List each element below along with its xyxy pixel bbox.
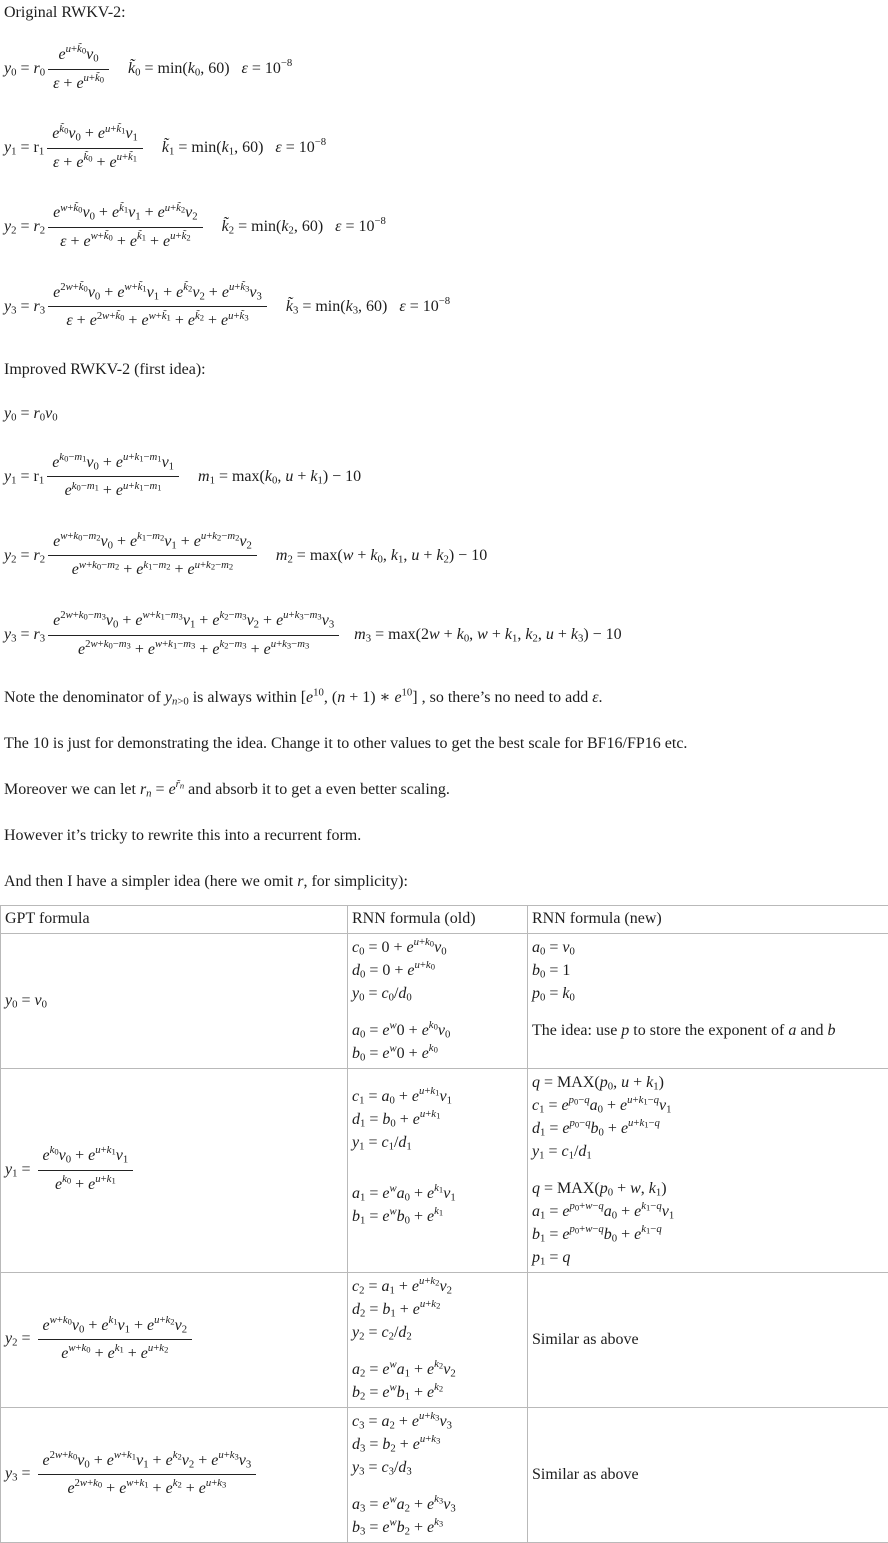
cell-rnn-old-y3: $c_3 = a_2 + e^{u+k_3}v_3$ $d_3 = b_2 + e^{u+k_3}$ $y_3 = c_3/d_3$ $a_3 = e^wa_2 + e^{k_3}v_3$ $b_3 = e^wb_2 + e^{k_3}$ bbox=[348, 1408, 528, 1543]
note-simpler-idea: And then I have a simpler idea (here we omit r, for simplicity): bbox=[4, 872, 888, 892]
column-header-rnn-formula-new: RNN formula (new) bbox=[528, 906, 888, 934]
cell-rnn-new-y0: $a_0 = v_0$ $b_0 = 1$ $p_0 = k_0$ The idea: use p to store the exponent of a and b bbox=[528, 934, 888, 1069]
section-title-original: Original RWKV-2: bbox=[4, 3, 888, 23]
cell-rnn-old-y2: $c_2 = a_1 + e^{u+k_2}v_2$ $d_2 = b_1 + e^{u+k_2}$ $y_2 = c_2/d_2$ $a_2 = e^wa_1 + e^{k_2}v_2$ $b_2 = e^wb_1 + e^{k_2}$ bbox=[348, 1273, 528, 1408]
formula-original-y3: $y_3 = r_3$ $\frac{e^{2w+k̃_0}v_0 + e^{w+k̃_1}v_1 + e^{k̃_2}v_2 + e^{u+k̃_3}v_3}{\varepsilon + e^{2w+k̃_0} + e^{w+k̃_1} + e^{k̃_2} + e^{u+k̃_3}}$ $k̃_3 = \min(k_3$, 60) $\varepsilon = 10^{-8}$ bbox=[4, 281, 888, 333]
formula-improved-y0: $y_0 = r_0v_0$ bbox=[4, 404, 888, 425]
cell-rnn-new-y1: $q = MAX(p_0$, $u + k_1$) $c_1 = e^{p_0-q}a_0 + e^{u+k_1-q}v_1$ $d_1 = e^{p_0-q}b_0 + e^{u+k_1-q}$ $y_1 = c_1/d_1$ $q = MAX(p_0 + w$, $k_1$) $a_1 = e^{p_0+w-q}a_0 + e^{k_1-q}v_1$ $b_1 = e^{p_0+w-q}b_0 + e^{k_1-q}$ $p_1 = q$ bbox=[528, 1069, 888, 1273]
formula-improved-y1: $y_1 = r_1$ $\frac{e^{k_0-m_1}v_0 + e^{u+k_1-m_1}v_1}{e^{k_0-m_1} + e^{u+k_1-m_1}}$ $m_1 = \max(k_0$, $u + k_1) - 10$ bbox=[4, 451, 888, 503]
table-header-row bbox=[1, 906, 888, 934]
cell-gpt-y0: $y_0 = v_0$ bbox=[1, 934, 348, 1069]
table-row-y0 bbox=[1, 934, 888, 1069]
table-row-y1 bbox=[1, 1069, 888, 1273]
formula-improved-y3: $y_3 = r_3$ $\frac{e^{2w+k_0-m_3}v_0 + e^{w+k_1-m_3}v_1 + e^{k_2-m_3}v_2 + e^{u+k_3-m_3}v_3}{e^{2w+k_0-m_3} + e^{w+k_1-m_3} + e^{k_2-m_3} + e^{u+k_3-m_3}}$ $m_3 = \max(2w + k_0$, $w + k_1$, $k_2$, $u + k_3) - 10$ bbox=[4, 609, 888, 661]
table-row-y2 bbox=[1, 1273, 888, 1408]
cell-rnn-old-y0: $c_0 = 0 + e^{u+k_0}v_0$ $d_0 = 0 + e^{u+k_0}$ $y_0 = c_0/d_0$ $a_0 = e^w0 + e^{k_0}v_0$ $b_0 = e^w0 + e^{k_0}$ bbox=[348, 934, 528, 1069]
formula-comparison-table bbox=[0, 905, 888, 1543]
table-row-y3 bbox=[1, 1408, 888, 1543]
formula-original-y2: $y_2 = r_2$ $\frac{e^{w+k̃_0}v_0 + e^{k̃_1}v_1 + e^{u+k̃_2}v_2}{\varepsilon + e^{w+k̃_0} + e^{k̃_1} + e^{u+k̃_2}}$ $k̃_2 = \min(k_2$, 60) $\varepsilon = 10^{-8}$ bbox=[4, 201, 888, 253]
formula-original-y1: $y_1 = r_1$ $\frac{e^{k̃_0}v_0 + e^{u+k̃_1}v_1}{\varepsilon + e^{k̃_0} + e^{u+k̃_1}}$ $k̃_1 = \min(k_1$, 60) $\varepsilon = 10^{-8}$ bbox=[4, 122, 888, 174]
formula-original-y0: $y_0 = r_0$ $\frac{e^{u+k̃_0}v_0}{\varepsilon + e^{u+k̃_0}}$ $k̃_0 = \min(k_0$, 60) $\varepsilon = 10^{-8}$ bbox=[4, 43, 888, 95]
section-title-improved: Improved RWKV-2 (first idea): bbox=[4, 360, 888, 380]
cell-rnn-new-y3: Similar as above bbox=[528, 1408, 888, 1543]
cell-gpt-y1: $y_1$ = $\frac{e^{k_0}v_0 + e^{u+k_1}v_1}{e^{k_0} + e^{u+k_1}}$ bbox=[1, 1069, 348, 1273]
cell-gpt-y3: $y_3$ = $\frac{e^{2w+k_0}v_0 + e^{w+k_1}v_1 + e^{k_2}v_2 + e^{u+k_3}v_3}{e^{2w+k_0} + e^{w+k_1} + e^{k_2} + e^{u+k_3}}$ bbox=[1, 1408, 348, 1543]
cell-rnn-old-y1: $c_1 = a_0 + e^{u+k_1}v_1$ $d_1 = b_0 + e^{u+k_1}$ $y_1 = c_1/d_1$ $a_1 = e^wa_0 + e^{k_1}v_1$ $b_1 = e^wb_0 + e^{k_1}$ bbox=[348, 1069, 528, 1273]
column-header-rnn-formula-old: RNN formula (old) bbox=[348, 906, 528, 934]
cell-gpt-y2: $y_2$ = $\frac{e^{w+k_0}v_0 + e^{k_1}v_1 + e^{u+k_2}v_2}{e^{w+k_0} + e^{k_1} + e^{u+k_2}}$ bbox=[1, 1273, 348, 1408]
note-scale: The 10 is just for demonstrating the idea. Change it to other values to get the best scale for BF16/FP16 etc. bbox=[4, 734, 888, 754]
cell-rnn-new-y2: Similar as above bbox=[528, 1273, 888, 1408]
note-absorb: Moreover we can let $r_n = e^{r̃_n}$ and absorb it to get a even better scaling. bbox=[4, 780, 888, 800]
formula-improved-y2: $y_2 = r_2$ $\frac{e^{w+k_0-m_2}v_0 + e^{k_1-m_2}v_1 + e^{u+k_2-m_2}v_2}{e^{w+k_0-m_2} + e^{k_1-m_2} + e^{u+k_2-m_2}}$ $m_2 = \max(w + k_0$, $k_1$, $u + k_2) - 10$ bbox=[4, 530, 888, 582]
note-recurrent: However it’s tricky to rewrite this into a recurrent form. bbox=[4, 826, 888, 846]
column-header-gpt-formula: GPT formula bbox=[1, 906, 348, 934]
note-denominator: Note the denominator of $y_{n>0}$ is always within [$e^{10}$, (n + 1) ∗ $e^{10}$] , so there’s no need to add ε. bbox=[4, 688, 888, 708]
